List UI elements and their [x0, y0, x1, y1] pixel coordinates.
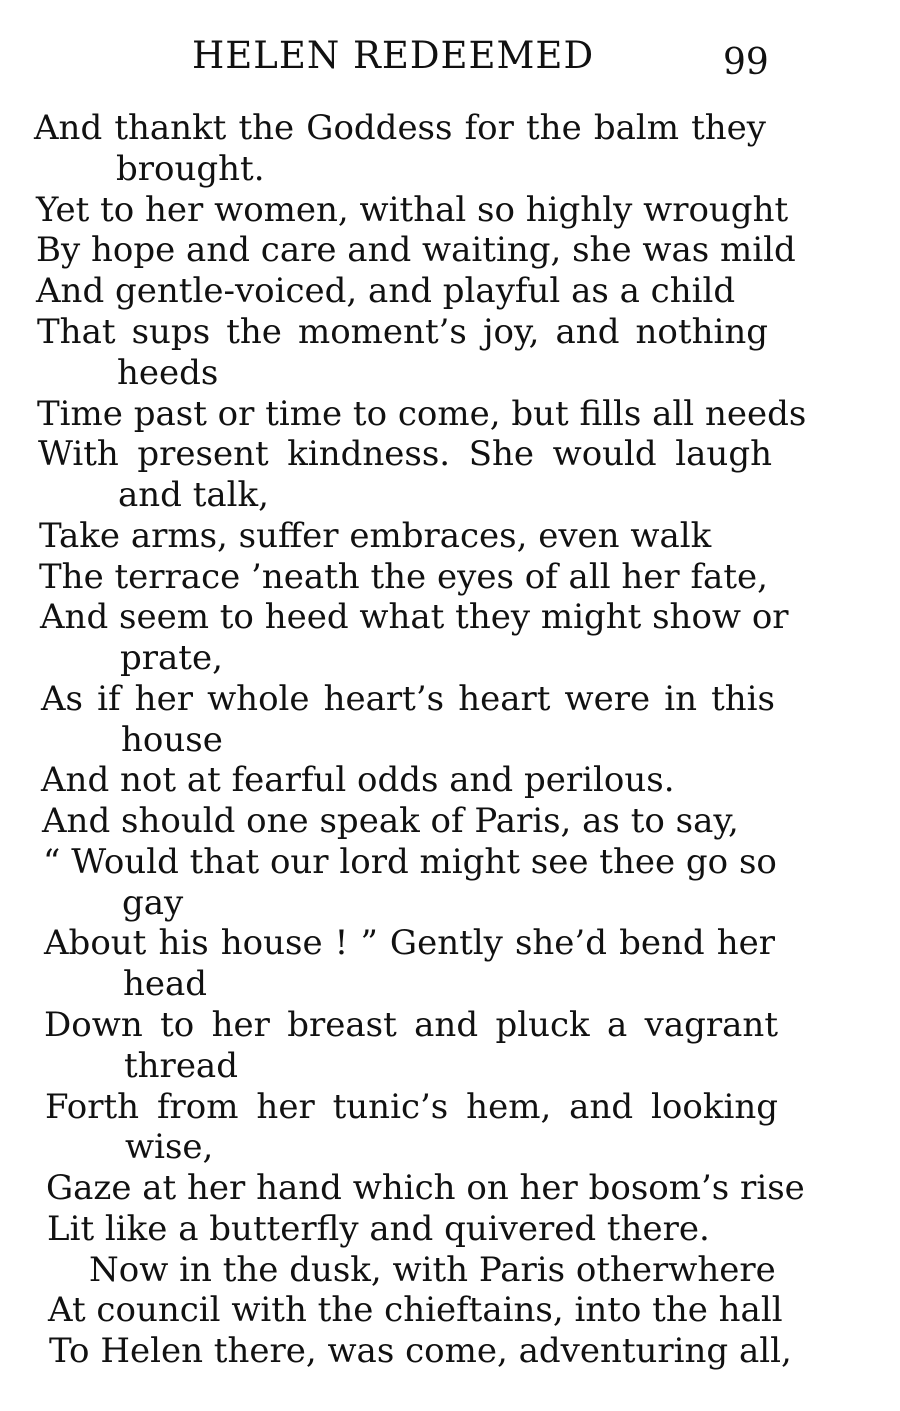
poem-line: Take arms, suffer embraces, even walk [39, 516, 712, 556]
page-number: 99 [723, 42, 769, 83]
poem-line: And gentle-voiced, and playful as a child [36, 271, 736, 311]
poem-line: At council with the chieftains, into the hall [48, 1290, 783, 1330]
poem-line: To Helen there, was come, adventuring all, [49, 1331, 792, 1371]
running-head [0, 30, 900, 83]
poem-line-continuation: thread [124, 1046, 238, 1086]
poem-line-continuation: heeds [117, 353, 219, 393]
poem-line-continuation: prate, [120, 638, 223, 678]
poem-line: And should one speak of Paris, as to say, [42, 801, 739, 841]
poem-line: That sups the moment’s joy, and nothing [37, 312, 768, 352]
poem-line: Yet to her women, withal so highly wrought [36, 190, 789, 230]
poem-line: Lit like a butterfly and quivered there. [47, 1209, 710, 1249]
poem-line: And not at fearful odds and perilous. [41, 760, 675, 800]
poem-line-continuation: head [123, 964, 208, 1004]
poem-line-continuation: house [121, 720, 223, 760]
poem-line: As if her whole heart’s heart were in this [41, 679, 775, 719]
poem-line: Forth from her tunic’s hem, and looking [45, 1087, 778, 1127]
poem-line-continuation: and talk, [118, 475, 269, 515]
poem-line: And thankt the Goddess for the balm they [34, 108, 766, 148]
poem-line-indented: Now in the dusk, with Paris otherwhere [89, 1250, 776, 1290]
poem-line: With present kindness. She would laugh [38, 434, 772, 474]
poem-line: Time past or time to come, but fills all needs [37, 394, 807, 434]
poem-line: And seem to heed what they might show or [40, 597, 789, 637]
poem-line: The terrace ’neath the eyes of all her fate, [39, 557, 768, 597]
poem-line-continuation: wise, [125, 1127, 214, 1167]
poem-line: Down to her breast and pluck a vagrant [44, 1005, 778, 1045]
poem-line: Gaze at her hand which on her bosom’s rise [46, 1168, 805, 1208]
poem-line-continuation: brought. [116, 149, 265, 189]
running-title: HELEN REDEEMED [192, 34, 595, 77]
poem-line: By hope and care and waiting, she was mild [36, 230, 796, 270]
poem-line-continuation: gay [122, 883, 184, 923]
poem-line: About his house ! ” Gently she’d bend her [44, 923, 775, 963]
poem-line: “ Would that our lord might see thee go so [43, 842, 777, 882]
